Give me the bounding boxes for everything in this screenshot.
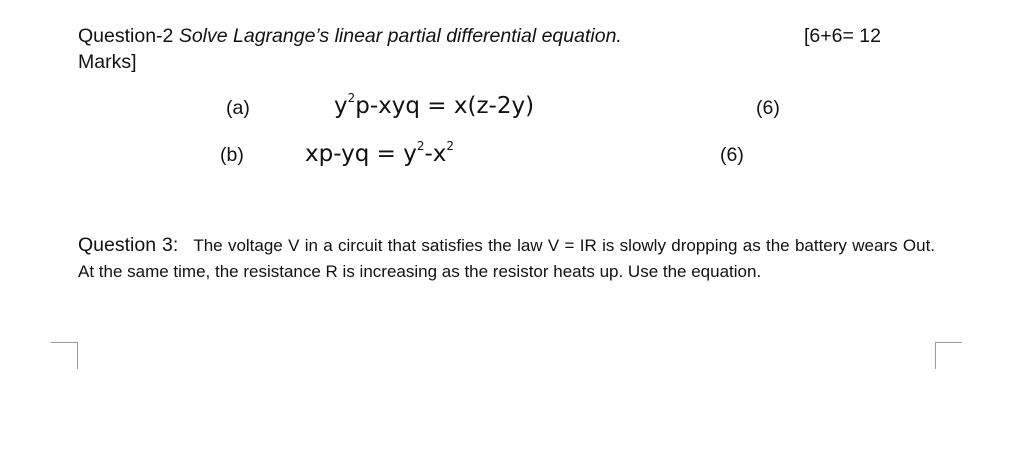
question-2-marks-continued: Marks]: [78, 51, 137, 73]
question-2-text: Solve Lagrange’s linear partial differential equation.: [178, 25, 622, 47]
question-3-paragraph: [78, 232, 935, 285]
part-b-label: (b): [220, 144, 244, 166]
part-a-label: (a): [226, 97, 250, 119]
equation-a-term-1: y: [334, 93, 348, 119]
page-corner-mark-left: [51, 342, 78, 369]
question-3-text: The voltage V in a circuit that satisfies the law V = IR is slowly dropping as the battery wears Out. At the same time, the resistance R is increasing as the resistor heats up. Use the equation.: [78, 236, 936, 281]
question-2-title: Question-2: [78, 25, 174, 47]
equation-b-exponent-2: 2: [446, 139, 455, 154]
question-2-marks: [6+6= 12: [804, 25, 881, 47]
equation-b-term-1: xp-yq = y: [305, 141, 417, 167]
equation-a: [334, 92, 534, 120]
equation-b-term-2: -x: [424, 141, 447, 167]
equation-a-exponent: 2: [347, 91, 356, 106]
question-2-heading: [78, 24, 622, 48]
equation-b: [305, 140, 454, 168]
equation-b-exponent-1: 2: [416, 139, 425, 154]
page-corner-mark-right: [935, 342, 962, 369]
equation-a-term-2: p-xyq = x(z-2y): [355, 93, 535, 119]
question-3-title: Question 3:: [78, 234, 179, 256]
part-a-marks: (6): [756, 97, 780, 119]
part-b-marks: (6): [720, 144, 744, 166]
